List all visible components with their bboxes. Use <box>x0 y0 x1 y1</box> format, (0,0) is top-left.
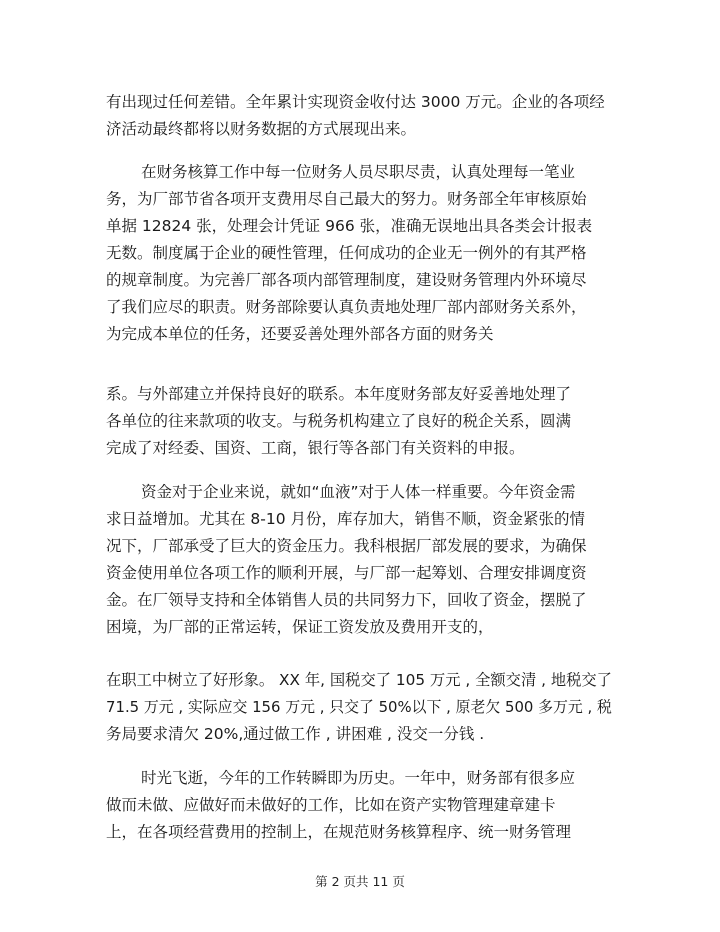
text-line: 资金使用单位各项工作的顺利开展，与厂部一起筹划、合理安排调度资 <box>106 564 587 582</box>
text-line: 时光飞逝，今年的工作转瞬即为历史。一年中，财务部有很多应 <box>141 769 576 787</box>
text-line: 无数。制度属于企业的硬性管理，任何成功的企业无一例外的有其严格 <box>106 244 587 262</box>
text-line: 的规章制度。为完善厂部各项内部管理制度，建设财务管理内外环境尽 <box>106 271 587 289</box>
text-line: 在职工中树立了好形象。 XX 年, 国税交了 105 万元 , 全额交清 , 地税交了 <box>106 671 612 689</box>
text-line: 金。在厂领导支持和全体销售人员的共同努力下，回收了资金，摆脱了 <box>106 591 587 609</box>
page-number-footer: 第 2 页共 11 页 <box>315 874 405 889</box>
text-line: 做而未做、应做好而未做好的工作，比如在资产实物管理建章建卡 <box>106 796 556 814</box>
text-line: 济活动最终都将以财务数据的方式展现出来。 <box>106 120 417 138</box>
text-line: 为完成本单位的任务，还要妥善处理外部各方面的财务关 <box>106 325 494 343</box>
text-line: 在财务核算工作中每一位财务人员尽职尽责，认真处理每一笔业 <box>141 163 576 181</box>
text-line: 了我们应尽的职责。财务部除要认真负责地处理厂部内部财务关系外， <box>106 298 587 316</box>
text-line: 71.5 万元 , 实际应交 156 万元 , 只交了 50%以下 , 原老欠 500 多万元 , 税 <box>106 698 612 716</box>
text-line: 资金对于企业来说，就如“血液”对于人体一样重要。今年资金需 <box>141 483 576 501</box>
text-line: 务，为厂部节省各项开支费用尽自己最大的努力。财务部全年审核原始 <box>106 190 587 208</box>
text-line: 单据 12824 张，处理会计凭证 966 张，准确无误地出具各类会计报表 <box>106 217 593 235</box>
text-line: 各单位的往来款项的收支。与税务机构建立了良好的税企关系，圆满 <box>106 412 572 430</box>
text-line: 务局要求清欠 20%,通过做工作 , 讲困难 , 没交一分钱 . <box>106 725 485 743</box>
text-line: 况下，厂部承受了巨大的资金压力。我科根据厂部发展的要求，为确保 <box>106 537 587 555</box>
text-line: 困境，为厂部的正常运转，保证工资发放及费用开支的， <box>106 618 494 636</box>
text-line: 系。与外部建立并保持良好的联系。本年度财务部友好妥善地处理了 <box>106 385 572 403</box>
text-line: 上，在各项经营费用的控制上，在规范财务核算程序、统一财务管理 <box>106 823 572 841</box>
text-line: 求日益增加。尤其在 8-10 月份，库存加大，销售不顺，资金紧张的情 <box>106 510 586 528</box>
text-line: 完成了对经委、国资、工商，银行等各部门有关资料的申报。 <box>106 439 525 457</box>
text-line: 有出现过任何差错。全年累计实现资金收付达 3000 万元。企业的各项经 <box>106 93 605 111</box>
